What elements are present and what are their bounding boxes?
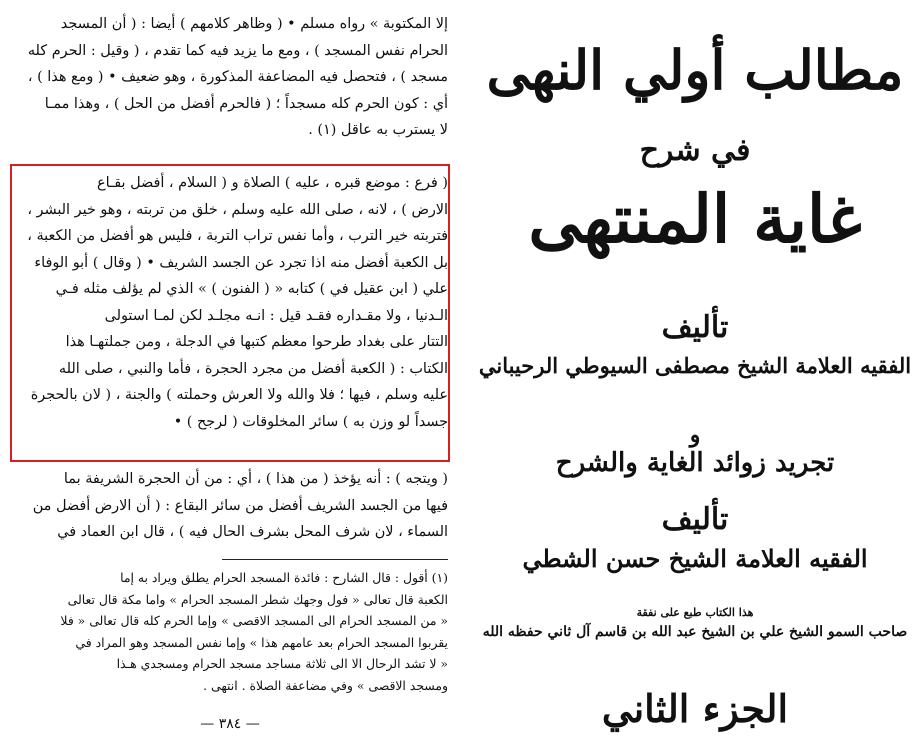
text-line: عليه وسلم ، فيها ؛ فلا والله ولا العرش وحملته ) والجنة ، ( لان بالحجرة: [30, 387, 448, 403]
footnote-line: « من المسجد الحرام الى المسجد الاقصى » وإما الحرم كله قال تعالى « فلا: [60, 613, 448, 629]
title-page: [470, 0, 920, 752]
main-title-part1: مطالب أولي النهى: [486, 38, 904, 102]
text-line: بل الكعبة أفضل منه اذا تجرد عن الجسد الشريف • ( وقال ) أبو الوفاء: [34, 254, 448, 271]
secondary-title: تجريد زوائد الغاية والشرح: [555, 448, 835, 478]
text-line: الارض ) ، لانه ، صلى الله عليه وسلم ، خلق من تربته ، وهو خير البشر ،: [27, 201, 448, 218]
text-line: ( فرع : موضع قبره ، عليه ) الصلاة و ( السلام ، أفضل بقـاع: [97, 175, 448, 191]
page-number: — ٣٨٤ —: [200, 716, 260, 732]
footnote-line: ومسجد الاقصى » وفي مضاعفة الصلاة . انتهى .: [203, 677, 448, 693]
patron-name: صاحب السمو الشيخ علي بن الشيخ عبد الله بن قاسم آل ثاني حفظه الله: [482, 624, 908, 640]
text-line: أي : كون الحرم كله مسجداً ؛ ( فالحرم أفضل من الحل ) ، وهذا ممـا: [44, 95, 448, 112]
after-paragraph: [12, 466, 448, 546]
text-line: فتربته خير الترب ، وأما نفس تراب التربة ، فليس هو أفضل من الكعبة ،: [27, 228, 448, 244]
footnote-line: يقربوا المسجد الحرام بعد عامهم هذا » وإما نفس المسجد وهو المراد في: [75, 634, 448, 650]
author-name: الفقيه العلامة الشيخ مصطفى السيوطي الرحيباني: [478, 353, 912, 378]
text-line: جسداً لو وزن به ) سائر المخلوقات ( لرجح ) •: [173, 413, 448, 430]
text-line: فيها من الجسد الشريف أفضل من سائر البقاع : ( أن الارض أفضل من: [32, 497, 448, 514]
text-line: لا يسترب به عاقل (١) .: [308, 122, 448, 138]
footnote-line: « لا تشد الرحال الا الى ثلاثة مساجد مسجد الحرام ومسجدي هـذا: [116, 656, 448, 672]
conjunction: و: [689, 422, 701, 448]
text-line: السماء ، لان شرف المحل بشرف الحال فيه ) ، قال ابن العماد في: [57, 524, 448, 540]
boxed-paragraph: [12, 170, 448, 435]
top-paragraph: [12, 11, 448, 144]
text-line: التتار على بغداد طرحوا معظم كتبها في الدجلة ، ومن جملتهـا هذا: [65, 334, 448, 350]
printed-by-note: هذا الكتاب طبع على نفقة: [636, 606, 754, 619]
footnote: [12, 567, 448, 697]
volume-label: الجزء الثاني: [601, 686, 789, 731]
text-line: مسجد ) ، فتحصل فيه المضاعفة المذكورة ، وهو ضعيف • ( ومع هذا ) ،: [27, 69, 448, 85]
text-line: ( ويتجه ) : أنه يؤخذ ( من هذا ) ، أي : من أن الحجرة الشريفة بما: [63, 471, 448, 487]
second-author-name: الفقيه العلامة الشيخ حسن الشطي: [522, 544, 868, 573]
footnote-line: الكعبة قال تعالى « فول وجهك شطر المسجد الحرام » واما مكة قال تعالى: [67, 591, 448, 607]
text-line: إلا المكتوبة » رواه مسلم • ( وظاهر كلامهم ) أيضا : ( أن المسجد: [60, 16, 448, 32]
fi-sharh-label: في شرح: [639, 133, 751, 168]
text-line: الكتاب : ( الكعبة أفضل من مجرد الحجرة ، فأما والنبي ، صلى الله: [58, 360, 448, 377]
talif-label-2: تأليف: [661, 502, 729, 537]
footnote-divider: [222, 559, 448, 560]
footnote-line: (١) أقول : قال الشارح : فائدة المسجد الحرام يطلق ويراد به إما: [120, 570, 448, 585]
talif-label: تأليف: [661, 310, 729, 345]
text-line: الحرام نفس المسجد ) ، ومع ما يزيد فيه كما تقدم ، ( وقيل : الحرم كله: [27, 42, 448, 59]
text-line: علي ( ابن عقيل في ) كتابه « ( الفنون ) » الذي لم يؤلف مثله فـي: [55, 281, 448, 297]
text-line: الـدنيا ، ولا مقـداره فقـد قيل : انـه مجلـد لكن لمـا استولى: [104, 307, 448, 324]
main-title-part2: غاية المنتهى: [528, 180, 862, 258]
